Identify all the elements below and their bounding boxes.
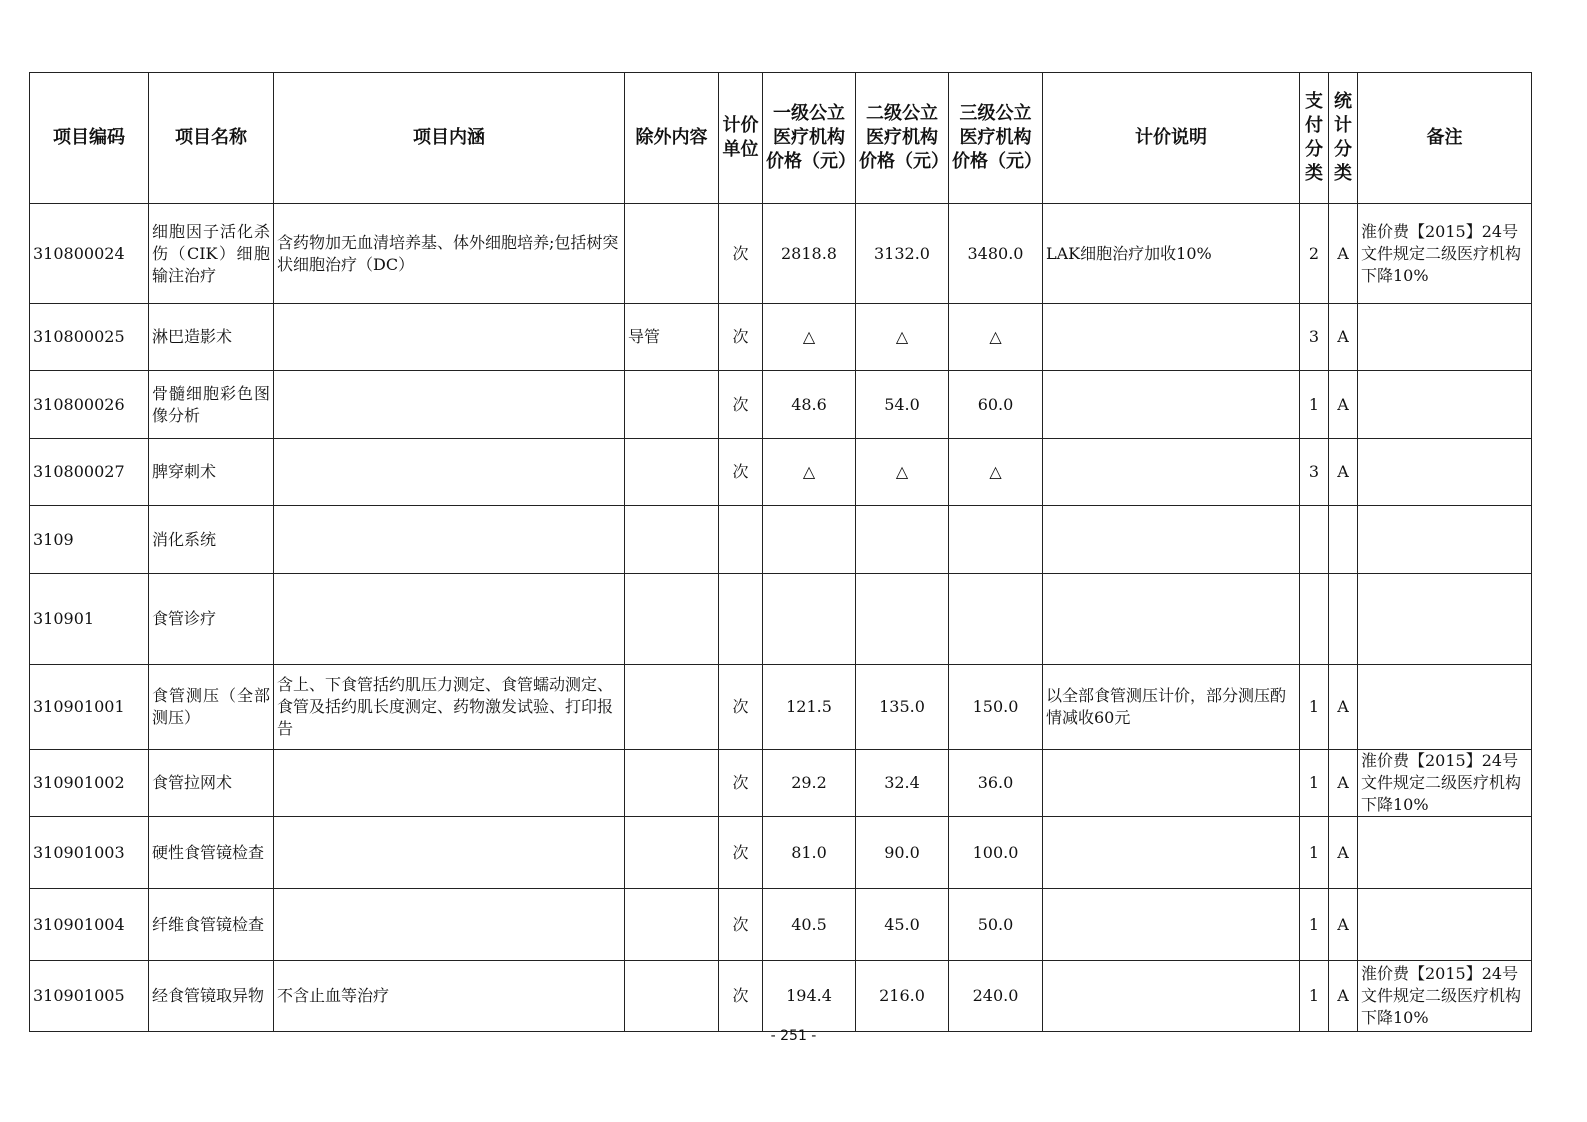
- header-name: 项目名称: [149, 73, 274, 204]
- cell-content: 不含止血等治疗: [274, 961, 625, 1032]
- table-row: [30, 204, 1532, 304]
- cell-name: 细胞因子活化杀伤（CIK）细胞输注治疗: [149, 204, 274, 304]
- fee-table: [29, 72, 1532, 1032]
- cell-price-level1: △: [763, 304, 856, 371]
- table-row: [30, 371, 1532, 439]
- cell-note: 以全部食管测压计价，部分测压酌情减收60元: [1043, 665, 1300, 750]
- cell-excluded: [625, 889, 719, 961]
- table-row: [30, 889, 1532, 961]
- cell-content: [274, 750, 625, 817]
- cell-note: [1043, 889, 1300, 961]
- cell-note: [1043, 961, 1300, 1032]
- cell-code: 310901: [30, 574, 149, 665]
- cell-stat: A: [1329, 665, 1358, 750]
- table-row: [30, 304, 1532, 371]
- cell-pay: 3: [1300, 439, 1329, 506]
- cell-name: 食管测压（全部测压）: [149, 665, 274, 750]
- cell-price-level1: 48.6: [763, 371, 856, 439]
- cell-price-level1: [763, 574, 856, 665]
- cell-excluded: [625, 750, 719, 817]
- header-unit: 计价单位: [719, 73, 763, 204]
- cell-price-level2: 54.0: [856, 371, 949, 439]
- cell-price-level3: 150.0: [949, 665, 1043, 750]
- cell-note: [1043, 371, 1300, 439]
- cell-excluded: [625, 371, 719, 439]
- cell-price-level3: △: [949, 304, 1043, 371]
- cell-pay: 2: [1300, 204, 1329, 304]
- cell-unit: 次: [719, 750, 763, 817]
- cell-code: 310800024: [30, 204, 149, 304]
- cell-excluded: [625, 204, 719, 304]
- cell-code: 310901004: [30, 889, 149, 961]
- cell-code: 310800025: [30, 304, 149, 371]
- cell-price-level2: 90.0: [856, 817, 949, 889]
- cell-remark: [1358, 304, 1532, 371]
- cell-stat: A: [1329, 889, 1358, 961]
- cell-unit: [719, 506, 763, 574]
- cell-price-level3: [949, 574, 1043, 665]
- table-row: [30, 750, 1532, 817]
- cell-note: [1043, 817, 1300, 889]
- cell-name: 食管拉网术: [149, 750, 274, 817]
- cell-pay: 1: [1300, 817, 1329, 889]
- cell-name: 食管诊疗: [149, 574, 274, 665]
- cell-code: 310901003: [30, 817, 149, 889]
- cell-stat: A: [1329, 750, 1358, 817]
- cell-price-level2: [856, 574, 949, 665]
- cell-remark: 淮价费【2015】24号文件规定二级医疗机构下降10%: [1358, 961, 1532, 1032]
- cell-stat: [1329, 506, 1358, 574]
- cell-name: 经食管镜取异物: [149, 961, 274, 1032]
- cell-unit: 次: [719, 961, 763, 1032]
- cell-stat: A: [1329, 204, 1358, 304]
- cell-price-level2: 3132.0: [856, 204, 949, 304]
- header-price-level2: 二级公立医疗机构价格（元）: [856, 73, 949, 204]
- cell-price-level3: 240.0: [949, 961, 1043, 1032]
- cell-name: 骨髓细胞彩色图像分析: [149, 371, 274, 439]
- cell-note: LAK细胞治疗加收10%: [1043, 204, 1300, 304]
- cell-price-level1: △: [763, 439, 856, 506]
- cell-pay: 1: [1300, 750, 1329, 817]
- table-row: [30, 961, 1532, 1032]
- cell-content: [274, 371, 625, 439]
- cell-note: [1043, 750, 1300, 817]
- cell-excluded: [625, 817, 719, 889]
- cell-content: [274, 574, 625, 665]
- cell-code: 310800026: [30, 371, 149, 439]
- cell-price-level3: △: [949, 439, 1043, 506]
- cell-note: [1043, 574, 1300, 665]
- cell-name: 硬性食管镜检查: [149, 817, 274, 889]
- cell-note: [1043, 506, 1300, 574]
- cell-remark: [1358, 371, 1532, 439]
- cell-name: 脾穿刺术: [149, 439, 274, 506]
- cell-remark: [1358, 817, 1532, 889]
- table-row: [30, 574, 1532, 665]
- cell-pay: 1: [1300, 889, 1329, 961]
- header-stat: 统计分类: [1329, 73, 1358, 204]
- cell-price-level3: 36.0: [949, 750, 1043, 817]
- header-price-level1: 一级公立医疗机构价格（元）: [763, 73, 856, 204]
- cell-unit: 次: [719, 204, 763, 304]
- cell-price-level1: 2818.8: [763, 204, 856, 304]
- cell-price-level1: [763, 506, 856, 574]
- cell-stat: A: [1329, 371, 1358, 439]
- table-body: [30, 204, 1532, 1032]
- cell-pay: 1: [1300, 371, 1329, 439]
- cell-content: 含上、下食管括约肌压力测定、食管蠕动测定、食管及括约肌长度测定、药物激发试验、打印报告: [274, 665, 625, 750]
- cell-price-level2: △: [856, 439, 949, 506]
- table-row: [30, 439, 1532, 506]
- cell-stat: A: [1329, 961, 1358, 1032]
- cell-pay: 1: [1300, 665, 1329, 750]
- cell-code: 310901005: [30, 961, 149, 1032]
- header-price-level3: 三级公立医疗机构价格（元）: [949, 73, 1043, 204]
- cell-content: 含药物加无血清培养基、体外细胞培养;包括树突状细胞治疗（DC）: [274, 204, 625, 304]
- cell-price-level1: 121.5: [763, 665, 856, 750]
- cell-excluded: [625, 961, 719, 1032]
- cell-excluded: [625, 506, 719, 574]
- cell-remark: [1358, 506, 1532, 574]
- cell-price-level1: 29.2: [763, 750, 856, 817]
- cell-code: 310901002: [30, 750, 149, 817]
- cell-unit: 次: [719, 665, 763, 750]
- cell-price-level1: 40.5: [763, 889, 856, 961]
- cell-remark: [1358, 439, 1532, 506]
- table-row: [30, 817, 1532, 889]
- cell-price-level1: 81.0: [763, 817, 856, 889]
- cell-remark: 淮价费【2015】24号文件规定二级医疗机构下降10%: [1358, 750, 1532, 817]
- cell-excluded: [625, 665, 719, 750]
- cell-content: [274, 506, 625, 574]
- cell-content: [274, 817, 625, 889]
- header-row: [30, 73, 1532, 204]
- header-note: 计价说明: [1043, 73, 1300, 204]
- cell-price-level3: 3480.0: [949, 204, 1043, 304]
- cell-price-level1: 194.4: [763, 961, 856, 1032]
- cell-pay: [1300, 506, 1329, 574]
- cell-price-level2: [856, 506, 949, 574]
- cell-note: [1043, 304, 1300, 371]
- cell-name: 淋巴造影术: [149, 304, 274, 371]
- cell-unit: 次: [719, 371, 763, 439]
- cell-price-level2: 216.0: [856, 961, 949, 1032]
- cell-stat: A: [1329, 817, 1358, 889]
- cell-stat: A: [1329, 439, 1358, 506]
- header-excluded: 除外内容: [625, 73, 719, 204]
- cell-stat: A: [1329, 304, 1358, 371]
- table-row: [30, 506, 1532, 574]
- header-pay: 支付分类: [1300, 73, 1329, 204]
- cell-excluded: [625, 439, 719, 506]
- cell-price-level3: [949, 506, 1043, 574]
- cell-code: 310800027: [30, 439, 149, 506]
- cell-price-level2: △: [856, 304, 949, 371]
- cell-code: 3109: [30, 506, 149, 574]
- cell-price-level3: 100.0: [949, 817, 1043, 889]
- cell-pay: [1300, 574, 1329, 665]
- cell-remark: [1358, 574, 1532, 665]
- cell-content: [274, 439, 625, 506]
- cell-unit: 次: [719, 817, 763, 889]
- page-number: - 251 -: [770, 1028, 817, 1044]
- cell-note: [1043, 439, 1300, 506]
- cell-content: [274, 889, 625, 961]
- table-row: [30, 665, 1532, 750]
- header-content: 项目内涵: [274, 73, 625, 204]
- cell-pay: 1: [1300, 961, 1329, 1032]
- cell-remark: [1358, 665, 1532, 750]
- cell-price-level3: 60.0: [949, 371, 1043, 439]
- cell-price-level2: 45.0: [856, 889, 949, 961]
- cell-name: 纤维食管镜检查: [149, 889, 274, 961]
- cell-remark: [1358, 889, 1532, 961]
- cell-unit: [719, 574, 763, 665]
- cell-excluded: [625, 574, 719, 665]
- cell-price-level3: 50.0: [949, 889, 1043, 961]
- cell-unit: 次: [719, 439, 763, 506]
- cell-excluded: 导管: [625, 304, 719, 371]
- cell-price-level2: 135.0: [856, 665, 949, 750]
- cell-unit: 次: [719, 304, 763, 371]
- cell-stat: [1329, 574, 1358, 665]
- cell-code: 310901001: [30, 665, 149, 750]
- cell-unit: 次: [719, 889, 763, 961]
- cell-price-level2: 32.4: [856, 750, 949, 817]
- cell-remark: 淮价费【2015】24号文件规定二级医疗机构下降10%: [1358, 204, 1532, 304]
- header-remark: 备注: [1358, 73, 1532, 204]
- header-code: 项目编码: [30, 73, 149, 204]
- cell-pay: 3: [1300, 304, 1329, 371]
- cell-content: [274, 304, 625, 371]
- cell-name: 消化系统: [149, 506, 274, 574]
